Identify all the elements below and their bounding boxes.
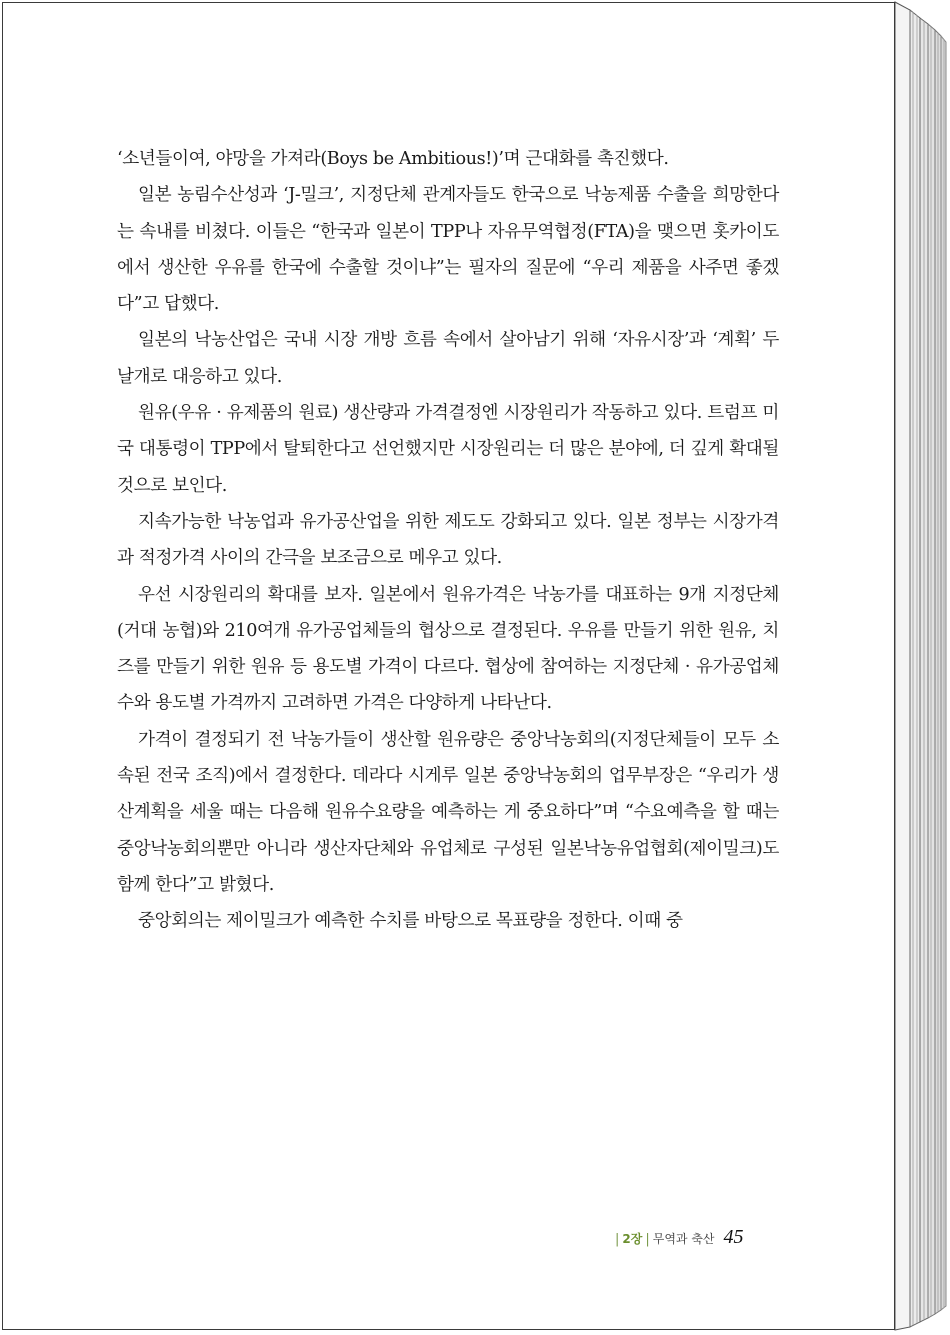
chapter-label: 2장 [622, 1232, 643, 1246]
footer-separator: | [615, 1232, 620, 1247]
paragraph: ‘소년들이여, 야망을 가져라(Boys be Ambitious!)’며 근대화를 촉진했다. [117, 149, 669, 169]
paragraph: 가격이 결정되기 전 낙농가들이 생산할 원유량은 중앙낙농회의(지정단체들이 모두 소속된 전국 조직)에서 결정한다. 데라다 시게루 일본 중앙낙농회의 업무부장은 “우리가 생산계획을 세울 때는 다음해 원유수요량을 예측하는 게 중요하다”며 “수요예측을 할 때는 중앙낙농회의뿐만 아니라 생산자단체와 유업체로 구성된 일본낙농유업협회(제이밀크)도 함께 한다”고 밝혔다. [117, 729, 779, 895]
section-title: 무역과 축산 [652, 1232, 715, 1246]
paragraph: 지속가능한 낙농업과 유가공산업을 위한 제도도 강화되고 있다. 일본 정부는 시장가격과 적정가격 사이의 간극을 보조금으로 메우고 있다. [117, 511, 779, 569]
page-footer [612, 1226, 744, 1252]
paragraph: 원유(우유 · 유제품의 원료) 생산량과 가격결정엔 시장원리가 작동하고 있다. 트럼프 미국 대통령이 TPP에서 탈퇴한다고 선언했지만 시장원리는 더 많은 분야에, 더 깊게 확대될 것으로 보인다. [117, 403, 779, 496]
paragraph: 중앙회의는 제이밀크가 예측한 수치를 바탕으로 목표량을 정한다. 이때 중 [138, 911, 683, 932]
page-number: 45 [723, 1226, 744, 1248]
paragraph: 일본의 낙농산업은 국내 시장 개방 흐름 속에서 살아남기 위해 ‘자유시장’과 ‘계획’ 두 날개로 대응하고 있다. [117, 330, 779, 387]
paragraph: 일본 농림수산성과 ‘J-밀크’, 지정단체 관계자들도 한국으로 낙농제품 수출을 희망한다는 속내를 비쳤다. 이들은 “한국과 일본이 TPP나 자유무역협정(FTA)을 맺으면 홋카이도에서 생산한 우유를 한국에 수출할 것이냐”는 필자의 질문에 “우리 제품을 사주면 좋겠다”고 답했다. [117, 185, 779, 315]
body-text [117, 141, 779, 940]
footer-separator: | [645, 1232, 650, 1247]
paragraph: 우선 시장원리의 확대를 보자. 일본에서 원유가격은 낙농가를 대표하는 9개 지정단체(거대 농협)와 210여개 유가공업체들의 협상으로 결정된다. 우유를 만들기 위한 원유, 치즈를 만들기 위한 원유 등 용도별 가격이 다르다. 협상에 참여하는 지정단체 · 유가공업체 수와 용도별 가격까지 고려하면 가격은 다양하게 나타난다. [117, 584, 779, 714]
